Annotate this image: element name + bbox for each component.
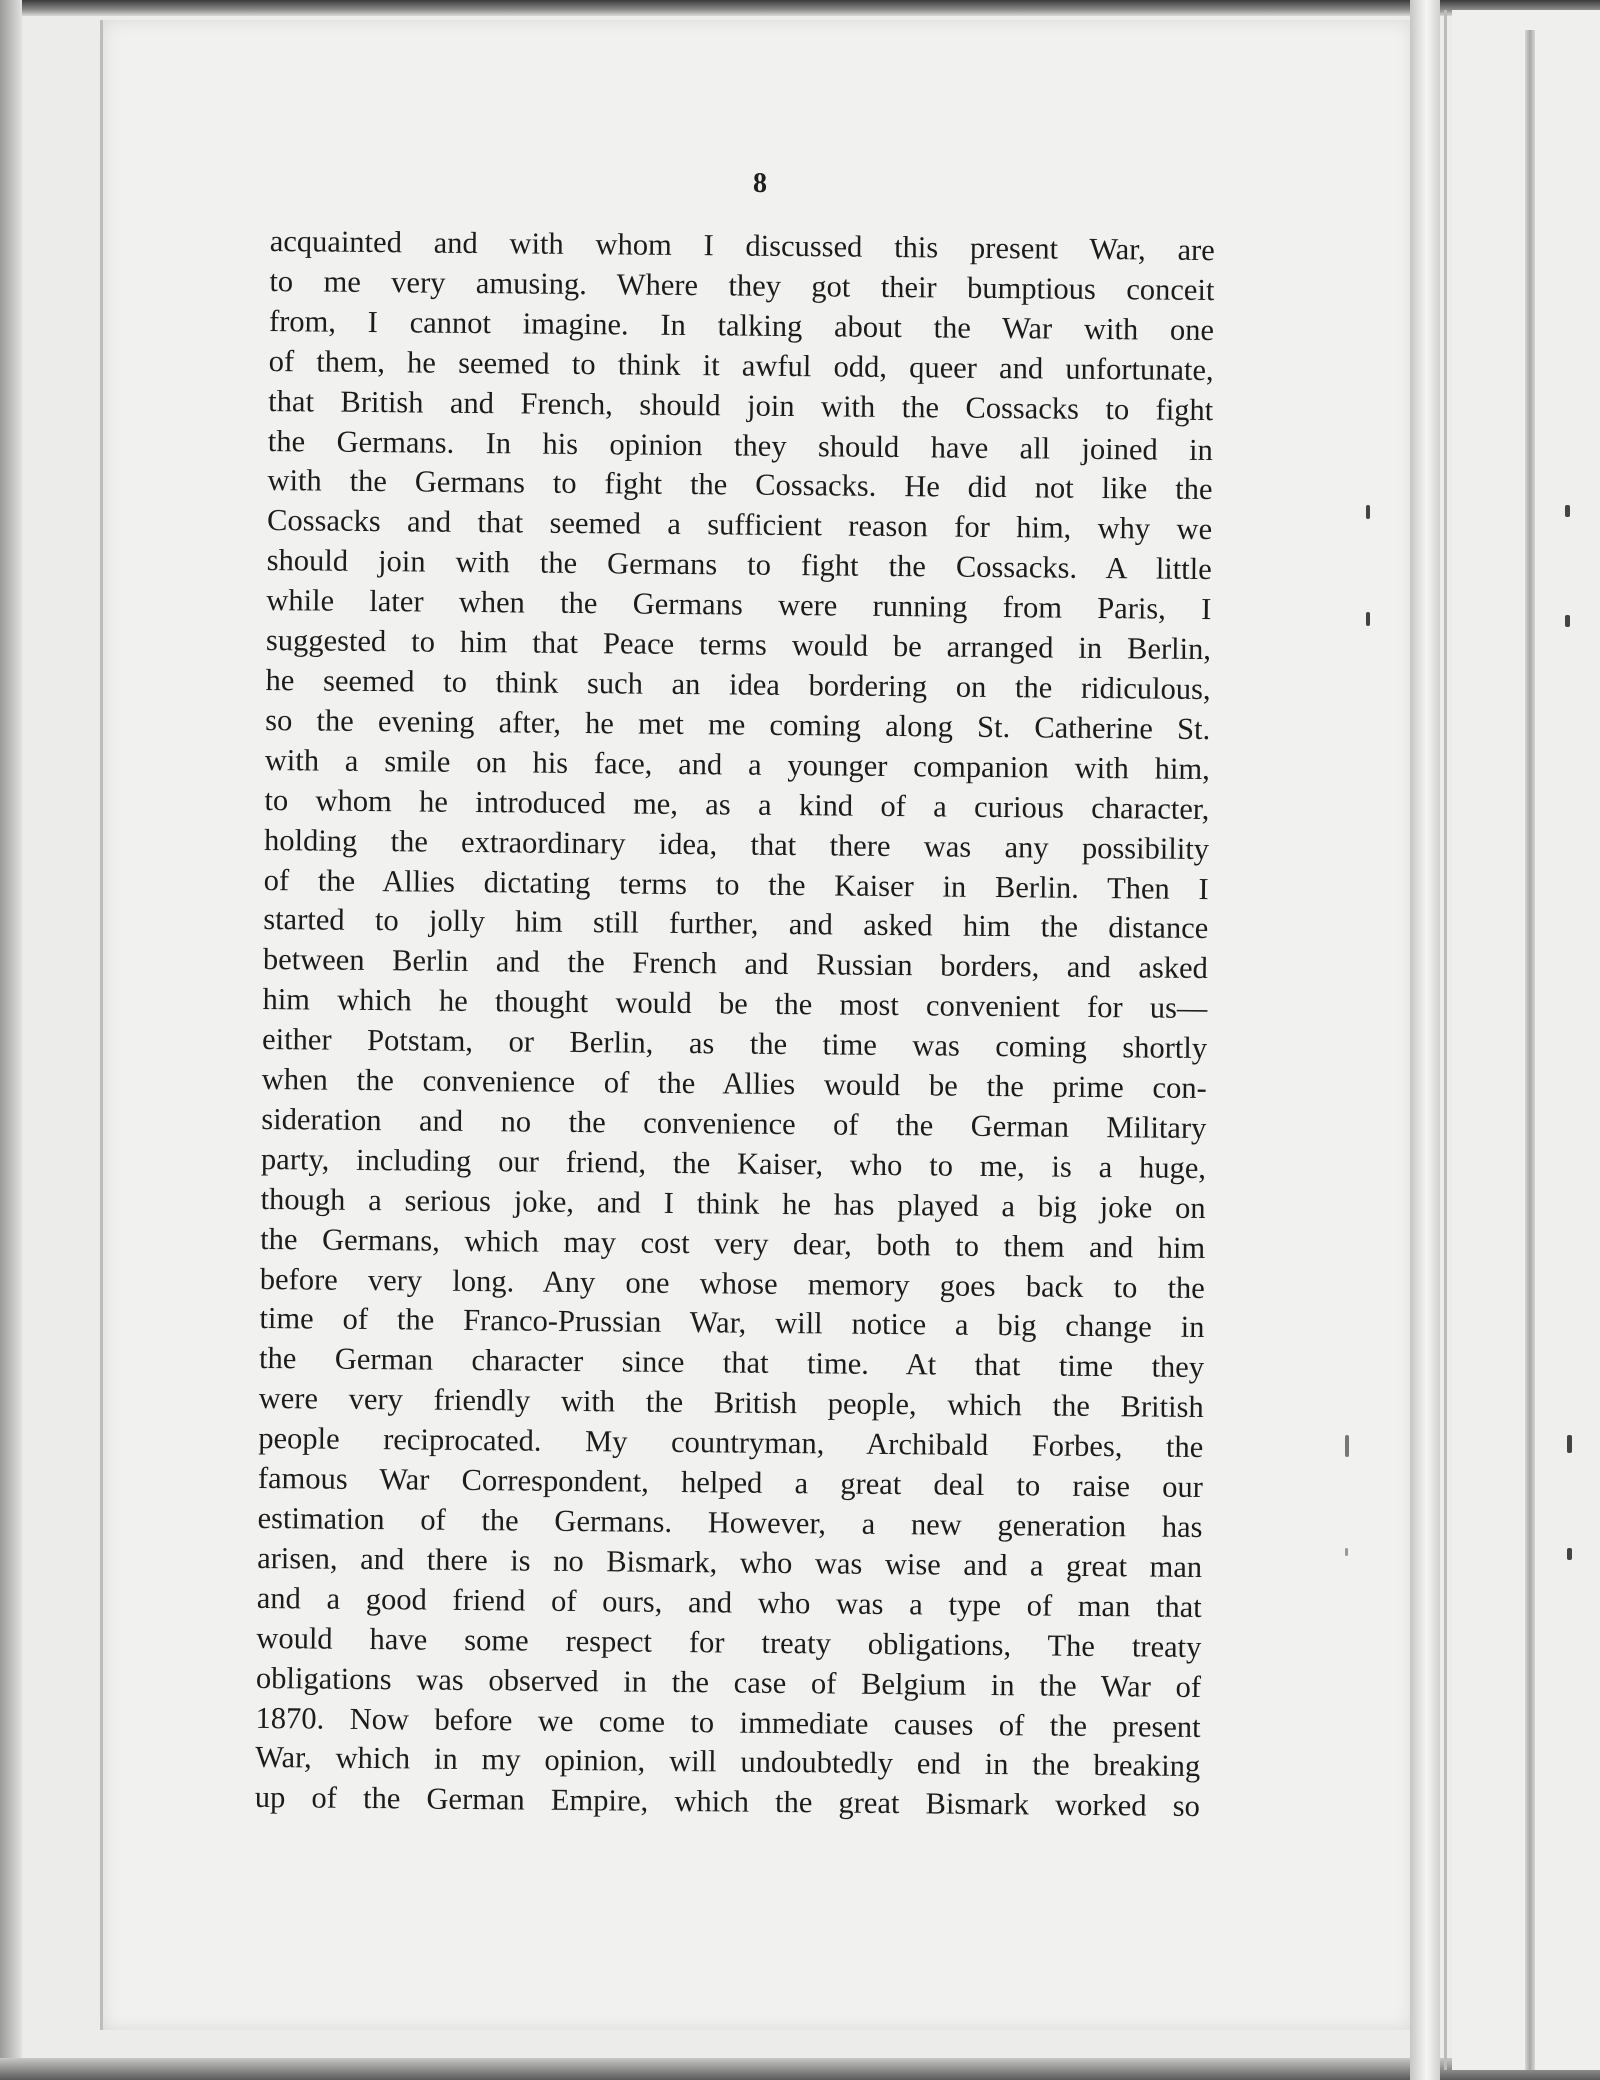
- text-line: with the Germans to fight the Cossacks. He did not like the: [267, 463, 1213, 507]
- margin-speck: [1345, 1548, 1348, 1556]
- margin-speck: [1345, 1435, 1349, 1457]
- text-line: holding the extraordinary idea, that there was any possibility: [263, 822, 1210, 866]
- text-line: started to jolly him still further, and asked him the distance: [263, 902, 1209, 946]
- text-line: the Germans. In his opinion they should have all joined in: [267, 423, 1214, 467]
- text-line: estimation of the Germans. However, a new generation has: [257, 1500, 1203, 1545]
- scan-edge-top: [0, 0, 1600, 16]
- margin-speck: [1366, 505, 1370, 519]
- text-line: him which he thought would be the most convenient for us—: [262, 982, 1208, 1026]
- text-line: to whom he introduced me, as a kind of a curious character,: [264, 782, 1210, 826]
- text-line: either Potstam, or Berlin, as the time was coming shortly: [261, 1022, 1208, 1066]
- margin-speck: [1565, 615, 1570, 627]
- text-line: sideration and no the convenience of the German Military: [261, 1101, 1207, 1145]
- text-line: the Germans, which may cost very dear, both to them and him: [260, 1221, 1206, 1265]
- text-line: of the Allies dictating terms to the Kaiser in Berlin. Then I: [263, 862, 1209, 906]
- text-line: between Berlin and the French and Russian borders, and asked: [262, 942, 1209, 986]
- text-line: were very friendly with the British people, which the British: [258, 1381, 1204, 1425]
- text-line: party, including our friend, the Kaiser, who to me, is a huge,: [260, 1141, 1207, 1185]
- text-line: famous War Correspondent, helped a great deal to raise our: [257, 1461, 1204, 1505]
- binding-gutter: [1410, 0, 1440, 2080]
- scan-edge-left: [0, 0, 22, 2080]
- text-line: he seemed to think such an idea bordering on the ridiculous,: [265, 662, 1211, 707]
- text-line: with a smile on his face, and a younger companion with him,: [264, 742, 1210, 786]
- text-line: the German character since that time. At that time they: [258, 1341, 1205, 1385]
- text-line: before very long. Any one whose memory goes back to the: [259, 1261, 1205, 1305]
- text-line: Cossacks and that seemed a sufficient reason for him, why we: [266, 503, 1213, 547]
- text-line: 1870. Now before we come to immediate causes of the present: [255, 1700, 1201, 1744]
- text-line: would have some respect for treaty obligations, The treaty: [256, 1620, 1202, 1664]
- text-line: when the convenience of the Allies would be the prime con-: [261, 1061, 1207, 1106]
- scan-edge-bottom: [0, 2058, 1600, 2080]
- body-text: [255, 222, 1215, 1827]
- margin-speck: [1567, 1548, 1572, 1560]
- text-line: that British and French, should join with the Cossacks to fight: [268, 383, 1214, 427]
- gutter-line: [1444, 10, 1447, 2070]
- text-line: from, I cannot imagine. In talking about the War with one: [268, 303, 1215, 347]
- text-line: though a serious joke, and I think he has played a big joke on: [260, 1181, 1206, 1225]
- text-line: of them, he seemed to think it awful odd, queer and unfortunate,: [268, 343, 1214, 387]
- text-line: acquainted and with whom I discussed this present War, are: [269, 223, 1215, 268]
- page-number: 8: [753, 168, 767, 199]
- text-line: arisen, and there is no Bismark, who was wise and a great man: [257, 1540, 1203, 1584]
- text-line: so the evening after, he met me coming along St. Catherine St.: [265, 702, 1211, 746]
- text-line: obligations was observed in the case of Belgium in the War of: [255, 1660, 1202, 1704]
- text-line: people reciprocated. My countryman, Archibald Forbes, the: [258, 1421, 1204, 1465]
- text-line: suggested to him that Peace terms would be arranged in Berlin,: [265, 623, 1212, 667]
- adjacent-page-edge: [1525, 30, 1535, 2070]
- margin-speck: [1565, 505, 1570, 517]
- text-line: to me very amusing. Where they got their bumptious conceit: [269, 263, 1215, 307]
- text-line: up of the German Empire, which the great Bismark worked so: [254, 1780, 1200, 1824]
- margin-speck: [1366, 612, 1370, 626]
- text-line: should join with the Germans to fight the Cossacks. A little: [266, 543, 1212, 587]
- text-line: and a good friend of ours, and who was a type of man that: [256, 1580, 1202, 1624]
- text-line: time of the Franco-Prussian War, will notice a big change in: [259, 1301, 1205, 1345]
- text-line: while later when the Germans were running from Paris, I: [266, 583, 1212, 627]
- text-line: War, which in my opinion, will undoubtedly end in the breaking: [255, 1740, 1201, 1784]
- margin-speck: [1567, 1435, 1572, 1453]
